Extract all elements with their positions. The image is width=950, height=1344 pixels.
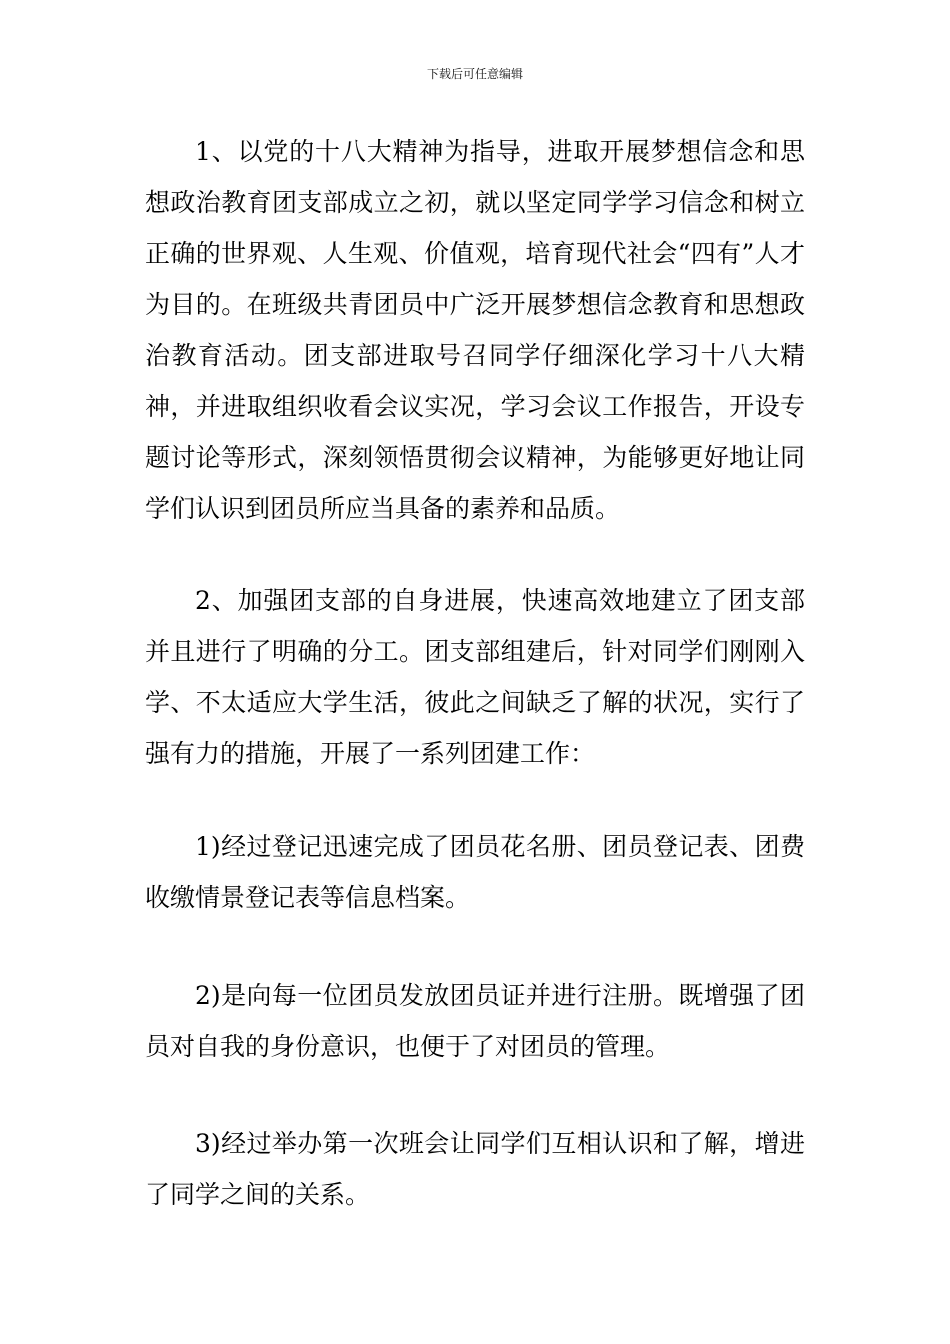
paragraph-2: 2、加强团支部的自身进展，快速高效地建立了团支部并且进行了明确的分工。团支部组建后，针对同学们刚刚入学、不太适应大学生活，彼此之间缺乏了解的状况，实行了强有力的措施，开展了一系列团建工作：: [145, 586, 805, 768]
paragraph-1: 1、以党的十八大精神为指导，进取开展梦想信念和思想政治教育团支部成立之初，就以坚定同学学习信念和树立正确的世界观、人生观、价值观，培育现代社会“四有”人才为目的。在班级共青团员中广泛开展梦想信念教育和思想政治教育活动。团支部进取号召同学仔细深化学习十八大精神，并进取组织收看会议实况，学习会议工作报告，开设专题讨论等形式，深刻领悟贯彻会议精神，为能够更好地让同学们认识到团员所应当具备的素养和品质。: [145, 137, 805, 523]
paragraph-4: 2)是向每一位团员发放团员证并进行注册。既增强了团员对自我的身份意识，也便于了对团员的管理。: [145, 981, 805, 1061]
paragraph-5: 3)经过举办第一次班会让同学们互相认识和了解，增进了同学之间的关系。: [145, 1129, 805, 1209]
paragraph-3: 1)经过登记迅速完成了团员花名册、团员登记表、团费收缴情景登记表等信息档案。: [145, 832, 805, 912]
header-note: 下载后可任意编辑: [426, 67, 523, 81]
